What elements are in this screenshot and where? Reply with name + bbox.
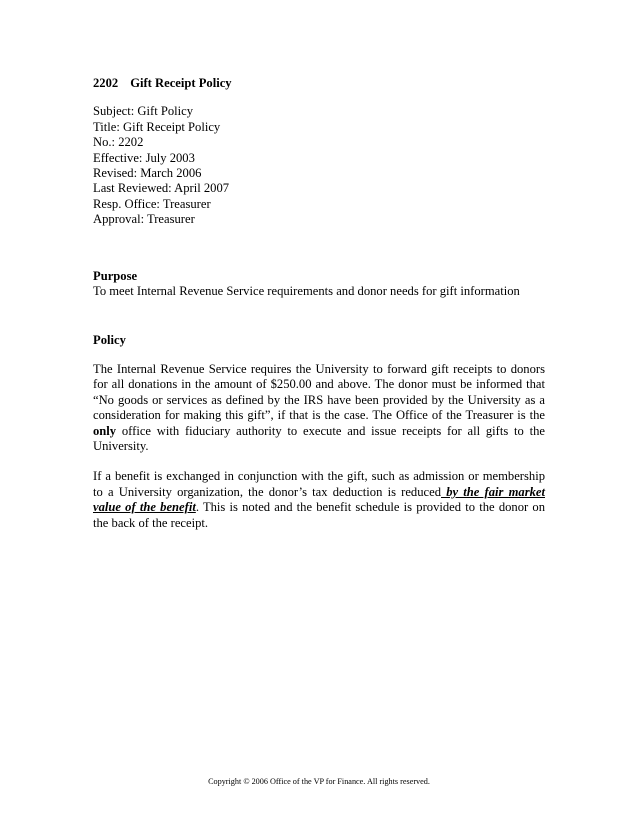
para1-text-after: office with fiduciary authority to execute and issue receipts for all gifts to the University. <box>93 423 545 453</box>
policy-section-heading: Policy <box>93 333 126 348</box>
meta-subject: Subject: Gift Policy <box>93 104 194 119</box>
purpose-text: To meet Internal Revenue Service requirements and donor needs for gift information <box>93 284 520 299</box>
policy-number: 2202 <box>93 76 119 90</box>
policy-metadata <box>93 104 545 227</box>
meta-revised: Revised: March 2006 <box>93 166 202 181</box>
para1-emphasis: only <box>93 423 117 438</box>
para2-emphasis: by the fair market value of the benefit <box>93 484 545 515</box>
policy-heading <box>93 76 545 91</box>
meta-number: No.: 2202 <box>93 135 144 150</box>
meta-title: Title: Gift Receipt Policy <box>93 119 221 134</box>
policy-paragraph-2 <box>93 469 545 531</box>
policy-paragraph-1 <box>93 362 545 454</box>
para2-text-after: . This is noted and the benefit schedule is provided to the donor on the back of the receipt. <box>93 500 545 530</box>
meta-resp-office: Resp. Office: Treasurer <box>93 196 211 211</box>
document-page <box>93 76 545 531</box>
meta-effective: Effective: July 2003 <box>93 150 195 165</box>
para2-text-before: If a benefit is exchanged in conjunction with the gift, such as admission or membership to a University organization, the donor’s tax deduction is reduced <box>93 469 545 499</box>
copyright-footer: Copyright © 2006 Office of the VP for Finance. All rights reserved. <box>208 777 430 786</box>
meta-approval: Approval: Treasurer <box>93 212 195 227</box>
policy-title: Gift Receipt Policy <box>130 76 232 90</box>
meta-last-reviewed: Last Reviewed: April 2007 <box>93 181 230 196</box>
para1-text-before: The Internal Revenue Service requires the University to forward gift receipts to donors for all donations in the amount of $250.00 and above. The donor must be informed that “No goods or services as defined by the IRS have been provided by the University as a consideration for making this gift”, if that is the case. The Office of the Treasurer is the <box>93 361 545 423</box>
purpose-heading: Purpose <box>93 268 138 283</box>
